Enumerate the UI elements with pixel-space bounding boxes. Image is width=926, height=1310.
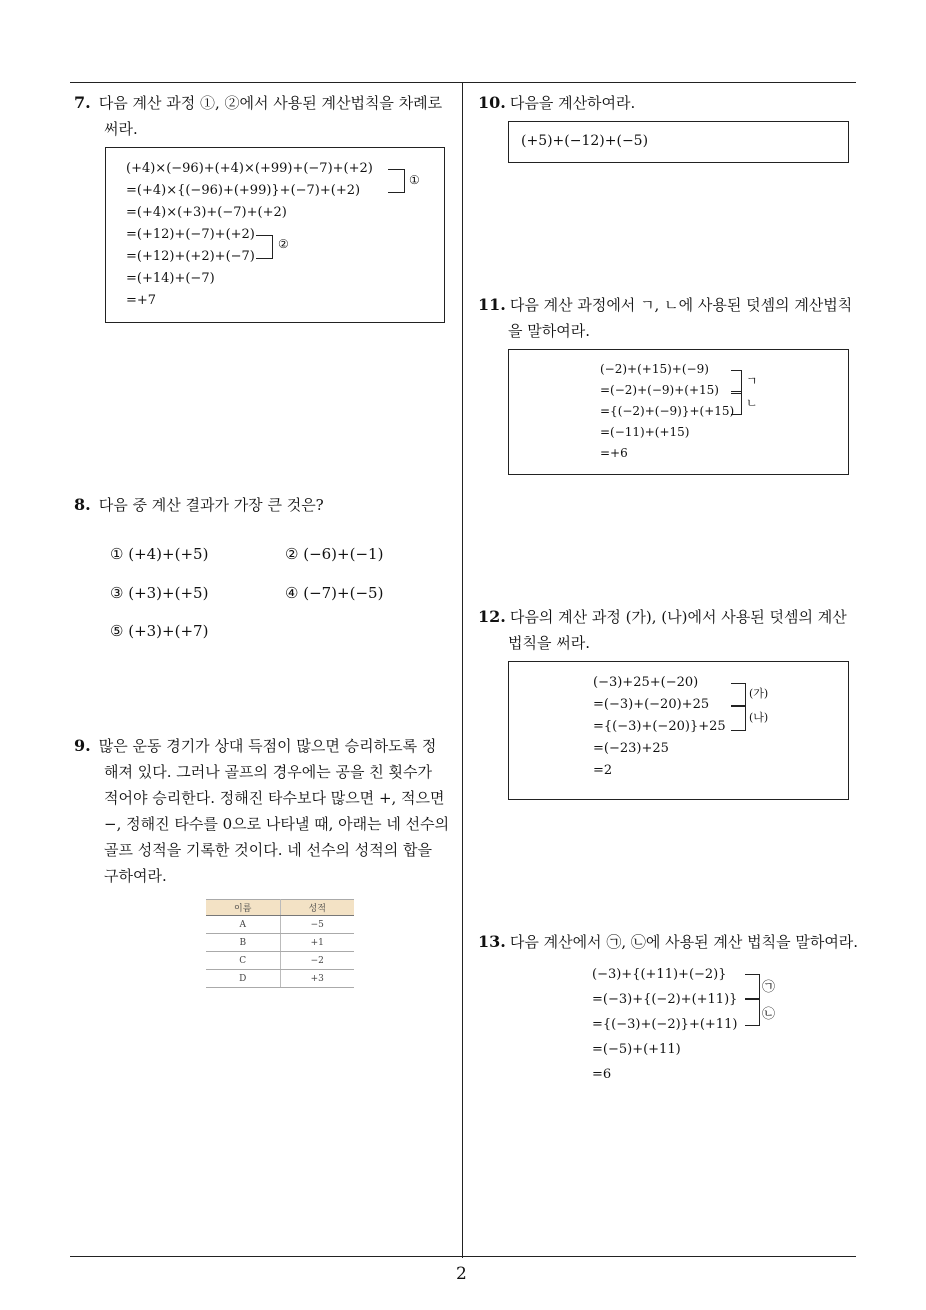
question-text: 다음 계산 과정 ①, ②에서 사용된 계산법칙을 차례로 [98,94,443,112]
q13-calc-lines [592,962,737,1087]
question-text-cont: 해져 있다. 그러나 골프의 경우에는 공을 친 횟수가 [104,763,432,781]
table-cell: +3 [280,970,354,988]
table-cell: −2 [280,952,354,970]
calc-line: ={(−2)+(−9)}+(+15) [600,404,735,418]
table-cell: C [206,952,280,970]
calc-line: =(+4)×{(−96)+(+99)}+(−7)+(+2) [126,183,361,198]
table-cell: −5 [280,916,354,934]
question-text-cont: 을 말하여라. [508,322,590,340]
table-header: 성적 [280,900,354,916]
step-marker: ㄱ [746,374,758,388]
question-number: 7. [74,93,91,112]
question-text: 다음 계산에서 ㉠, ㉡에 사용된 계산 법칙을 말하여라. [509,933,859,951]
q10-expression: (+5)+(−12)+(−5) [521,133,649,149]
step-bracket [745,974,760,1000]
step-bracket [731,683,746,707]
question-12 [478,604,863,656]
question-number: 12. [478,607,506,626]
golf-score-table [206,899,354,988]
question-text-cont: 구하여라. [104,867,167,885]
calc-line: =+7 [126,293,157,308]
choice-3: ③ (+3)+(+5) [110,584,209,602]
step-bracket [388,169,405,193]
calc-line: =2 [593,763,613,778]
question-text: 다음을 계산하여라. [509,94,636,112]
question-11 [478,292,863,344]
calc-line: =+6 [600,446,628,460]
question-10 [478,90,858,116]
page-number: 2 [456,1264,467,1284]
q11-calc-box [508,349,849,475]
question-number: 10. [478,93,506,112]
table-row [206,952,354,970]
step-marker: (나) [749,711,769,724]
table-header-row [206,900,354,916]
top-rule [70,82,856,83]
step-marker: ㄴ [746,396,758,410]
step-bracket [256,235,273,259]
q11-calc-lines [600,359,734,464]
calc-line: =(−5)+(+11) [592,1042,681,1057]
question-text-cont: 법칙을 써라. [508,634,590,652]
calc-line: =(+12)+(+2)+(−7) [126,249,255,264]
calc-line: =(−23)+25 [593,741,669,756]
choice-5: ⑤ (+3)+(+7) [110,622,209,640]
calc-line: =6 [592,1067,612,1082]
question-number: 11. [478,295,506,314]
table-row [206,934,354,952]
calc-line: =(−11)+(+15) [600,425,690,439]
calc-line: (+4)×(−96)+(+4)×(+99)+(−7)+(+2) [126,161,373,176]
question-7 [74,90,459,142]
calc-line: =(+4)×(+3)+(−7)+(+2) [126,205,287,220]
calc-line: (−3)+{(+11)+(−2)} [592,967,727,982]
question-text: 다음 중 계산 결과가 가장 큰 것은? [98,496,324,514]
table-header: 이름 [206,900,280,916]
q7-calc-lines [126,158,373,312]
table-row [206,916,354,934]
calc-line: =(+12)+(−7)+(+2) [126,227,255,242]
question-number: 9. [74,736,91,755]
question-text-cont: 적어야 승리한다. 정해진 타수보다 많으면 +, 적으면 [104,789,445,807]
table-cell: B [206,934,280,952]
calc-line: ={(−3)+(−2)}+(+11) [592,1017,738,1032]
table-cell: A [206,916,280,934]
calc-line: =(−3)+(−20)+25 [593,697,710,712]
step-marker: ㉠ [762,980,776,995]
question-text-cont: 골프 성적을 기록한 것이다. 네 선수의 성적의 합을 [104,841,432,859]
question-text-cont: 써라. [104,120,138,138]
step-marker: (가) [749,687,769,700]
choice-4: ④ (−7)+(−5) [285,584,384,602]
step-bracket [745,998,760,1026]
question-13 [478,929,863,955]
calc-line: ={(−3)+(−20)}+25 [593,719,726,734]
q12-calc-box [508,661,849,800]
step-bracket [731,705,746,731]
table-cell: D [206,970,280,988]
question-text: 많은 운동 경기가 상대 득점이 많으면 승리하도록 정 [98,737,437,755]
question-8 [74,492,459,518]
table-row [206,970,354,988]
calc-line: =(+14)+(−7) [126,271,215,286]
step-marker: ㉡ [762,1007,776,1022]
question-number: 8. [74,495,91,514]
q7-calc-box [105,147,445,323]
question-9 [74,733,459,889]
table-cell: +1 [280,934,354,952]
q10-expr-box [508,121,849,163]
step-marker: ① [409,173,420,187]
calc-line: (−3)+25+(−20) [593,675,699,690]
calc-line: (−2)+(+15)+(−9) [600,362,709,376]
step-marker: ② [278,237,289,251]
bottom-rule [70,1256,856,1257]
choice-2: ② (−6)+(−1) [285,545,384,563]
q12-calc-lines [593,672,726,782]
calc-line: =(−2)+(−9)+(+15) [600,383,719,397]
calc-line: =(−3)+{(−2)+(+11)} [592,992,738,1007]
center-divider [462,82,463,1258]
question-text: 다음 계산 과정에서 ㄱ, ㄴ에 사용된 덧셈의 계산법칙 [509,296,853,314]
question-number: 13. [478,932,506,951]
question-text-cont: −, 정해진 타수를 0으로 나타낼 때, 아래는 네 선수의 [104,815,450,833]
choice-1: ① (+4)+(+5) [110,545,209,563]
question-text: 다음의 계산 과정 (가), (나)에서 사용된 덧셈의 계산 [509,608,847,626]
step-bracket [731,391,742,415]
